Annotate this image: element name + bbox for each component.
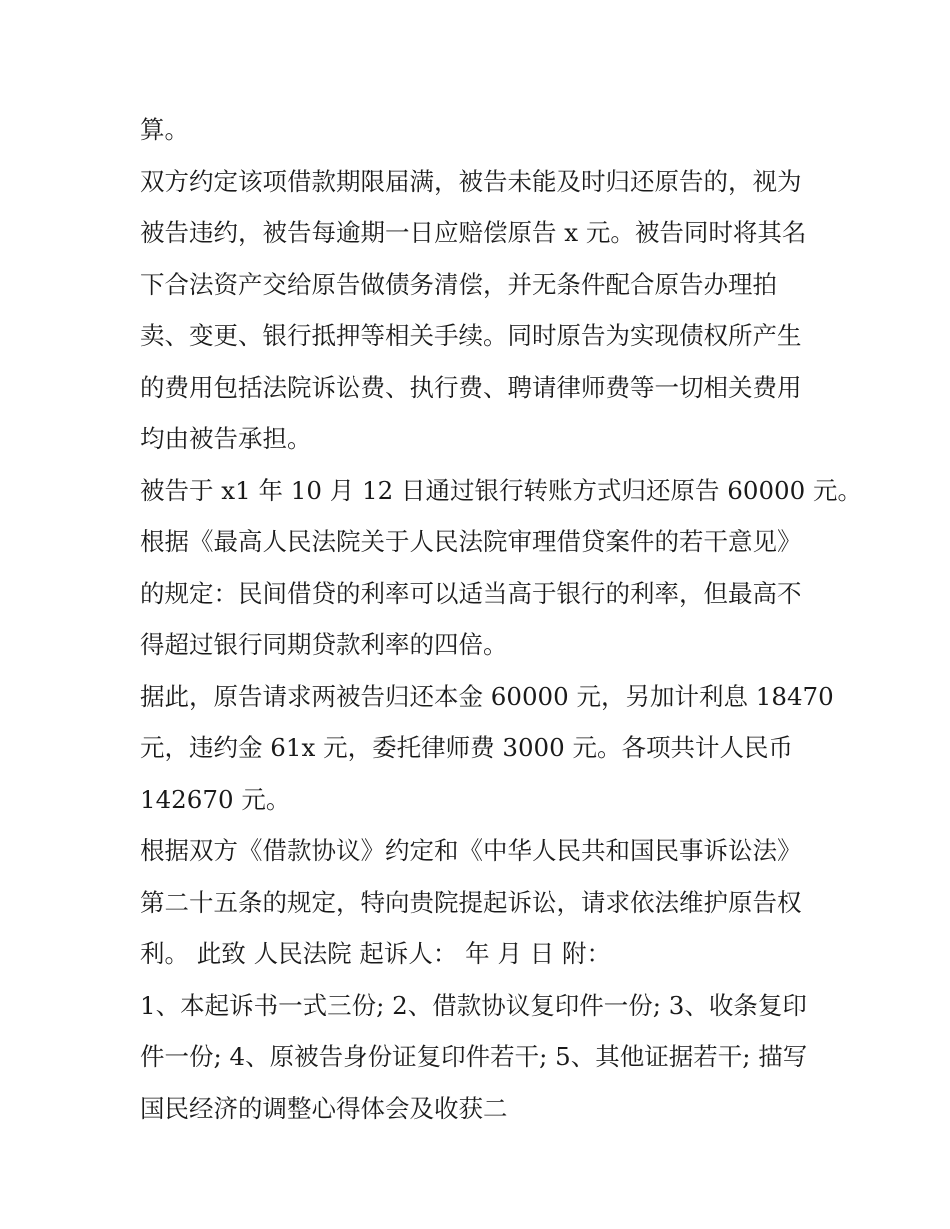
text-line: 算。 [140, 115, 189, 144]
text-line: 件一份; 4、原被告身份证复印件若干; 5、其他证据若干; 描写 [140, 1042, 808, 1071]
text-line: 第二十五条的规定，特向贵院提起诉讼，请求依法维护原告权 [140, 887, 802, 917]
text-line: 根据双方《借款协议》约定和《中华人民共和国民事诉讼法》 [140, 836, 802, 865]
text-line: 均由被告承担。 [140, 424, 312, 453]
text-line: 双方约定该项借款期限届满，被告未能及时归还原告的，视为 [140, 166, 802, 196]
text-line: 据此，原告请求两被告归还本金 60000 元，另加计利息 18470 [140, 681, 834, 711]
text-line: 得超过银行同期贷款利率的四倍。 [140, 630, 508, 659]
text-line: 下合法资产交给原告做债务清偿，并无条件配合原告办理拍 [140, 269, 777, 299]
document-body [140, 104, 862, 1134]
text-line: 国民经济的调整心得体会及收获二 [140, 1093, 508, 1123]
text-line: 利。 此致 人民法院 起诉人： 年 月 日 附： [140, 939, 612, 968]
text-line: 的规定：民间借贷的利率可以适当高于银行的利率，但最高不 [140, 578, 802, 608]
text-line: 142670 元。 [140, 784, 291, 814]
text-line: 被告于 x1 年 10 月 12 日通过银行转账方式归还原告 60000 元。 [140, 475, 862, 505]
text-line: 根据《最高人民法院关于人民法院审理借贷案件的若干意见》 [140, 527, 802, 556]
text-line: 的费用包括法院诉讼费、执行费、聘请律师费等一切相关费用 [140, 372, 802, 402]
text-line: 被告违约，被告每逾期一日应赔偿原告 x 元。被告同时将其名 [140, 218, 807, 247]
text-line: 卖、变更、银行抵押等相关手续。同时原告为实现债权所产生 [140, 321, 802, 350]
text-line: 1、本起诉书一式三份; 2、借款协议复印件一份; 3、收条复印 [140, 990, 807, 1020]
text-line: 元，违约金 61x 元，委托律师费 3000 元。各项共计人民币 [140, 733, 793, 762]
